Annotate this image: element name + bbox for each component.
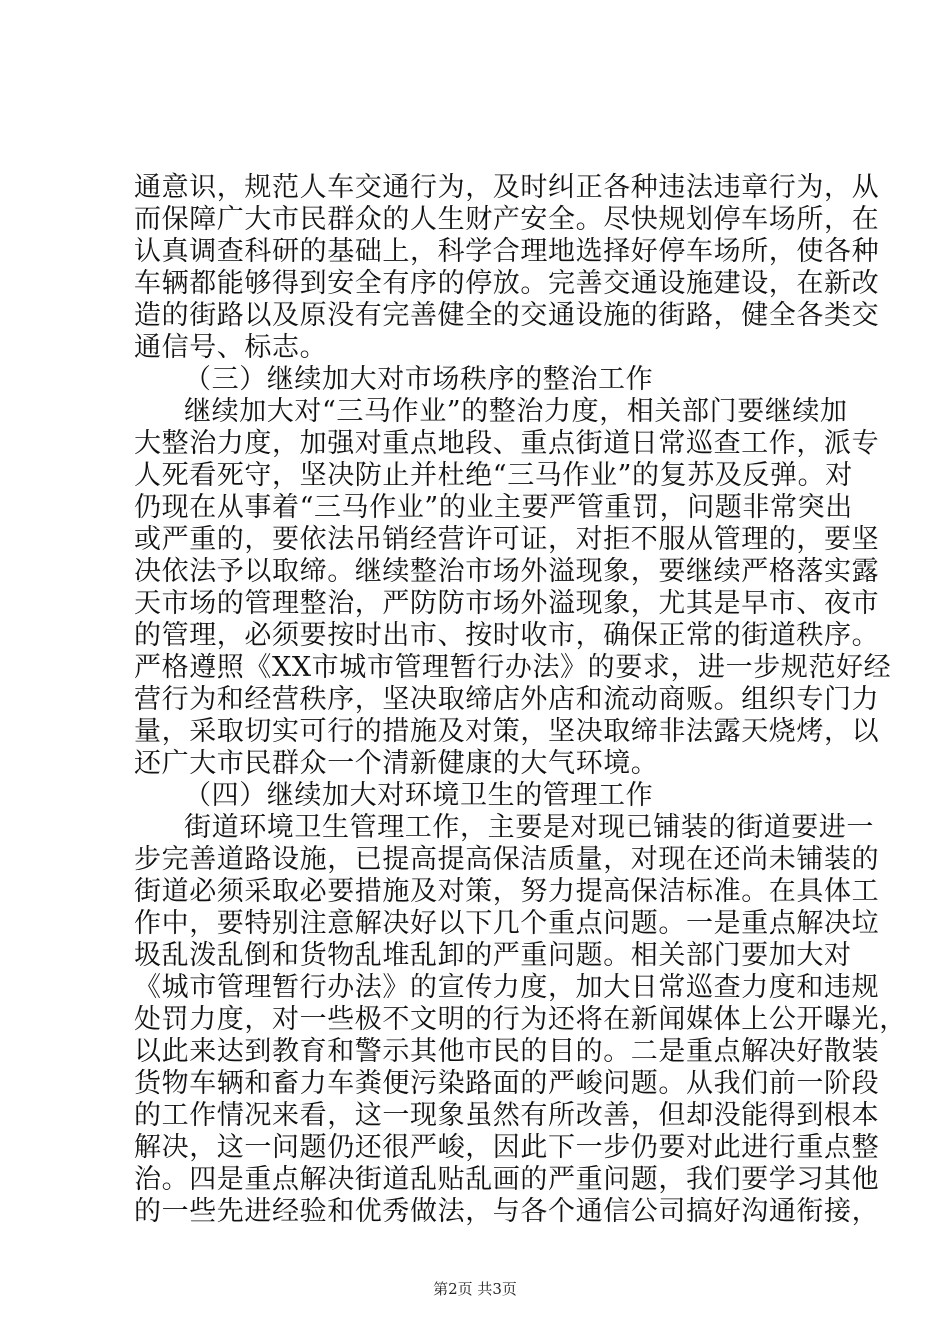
text-line: 通信号、标志。 (134, 332, 328, 363)
text-line: 决依法予以取缔。继续整治市场外溢现象，要继续严格落实露 (134, 556, 880, 587)
section-heading-4: （四）继续加大对环境卫生的管理工作 (184, 780, 654, 811)
text-line: 还广大市民群众一个清新健康的大气环境。 (134, 748, 659, 779)
text-line: 街道必须采取必要措施及对策，努力提高保洁标准。在具体工 (134, 876, 880, 907)
text-line: 或严重的，要依法吊销经营许可证，对拒不服从管理的，要坚 (134, 524, 880, 555)
text-line: 仍现在从事着“三马作业”的业主要严管重罚，问题非常突出 (134, 492, 853, 523)
text-line: 营行为和经营秩序，坚决取缔店外店和流动商贩。组织专门力 (134, 684, 880, 715)
text-line: 的工作情况来看，这一现象虽然有所改善，但却没能得到根本 (134, 1100, 880, 1131)
text-line: 圾乱泼乱倒和货物乱堆乱卸的严重问题。相关部门要加大对 (134, 940, 852, 971)
text-line: 继续加大对“三马作业”的整治力度，相关部门要继续加 (184, 396, 848, 427)
text-line: 解决，这一问题仍还很严峻，因此下一步仍要对此进行重点整 (134, 1132, 880, 1163)
text-line: 步完善道路设施，已提高提高保洁质量，对现在还尚未铺装的 (134, 844, 880, 875)
page-number-footer: 第2页 共3页 (433, 1280, 517, 1298)
text-line: 而保障广大市民群众的人生财产安全。尽快规划停车场所，在 (134, 204, 880, 235)
text-line: 严格遵照《XX市城市管理暂行办法》的要求，进一步规范好经 (134, 652, 892, 683)
text-line: 作中，要特别注意解决好以下几个重点问题。一是重点解决垃 (134, 908, 880, 939)
text-line: 《城市管理暂行办法》的宣传力度，加大日常巡查力度和违规 (134, 972, 880, 1003)
text-line: 认真调查科研的基础上，科学合理地选择好停车场所，使各种 (134, 236, 880, 267)
text-line: 量，采取切实可行的措施及对策，坚决取缔非法露天烧烤，以 (134, 716, 880, 747)
text-line: 天市场的管理整治，严防防市场外溢现象，尤其是早市、夜市 (134, 588, 880, 619)
text-line: 街道环境卫生管理工作，主要是对现已铺装的街道要进一 (184, 812, 874, 843)
document-body (134, 172, 907, 1228)
text-line: 治。四是重点解决街道乱贴乱画的严重问题，我们要学习其他 (134, 1164, 880, 1195)
text-line: 的一些先进经验和优秀做法，与各个通信公司搞好沟通衔接， (134, 1196, 880, 1227)
text-line: 造的街路以及原没有完善健全的交通设施的街路，健全各类交 (134, 300, 880, 331)
text-line: 处罚力度，对一些极不文明的行为还将在新闻媒体上公开曝光， (134, 1004, 907, 1035)
text-line: 货物车辆和畜力车粪便污染路面的严峻问题。从我们前一阶段 (134, 1068, 880, 1099)
text-line: 大整治力度，加强对重点地段、重点街道日常巡查工作，派专 (134, 428, 880, 459)
text-line: 人死看死守，坚决防止并杜绝“三马作业”的复苏及反弹。对 (134, 460, 853, 491)
text-line: 的管理，必须要按时出市、按时收市，确保正常的街道秩序。 (134, 620, 880, 651)
section-heading-3: （三）继续加大对市场秩序的整治工作 (184, 364, 654, 395)
text-line: 车辆都能够得到安全有序的停放。完善交通设施建设，在新改 (134, 268, 880, 299)
text-line: 通意识，规范人车交通行为，及时纠正各种违法违章行为，从 (134, 172, 880, 203)
text-line: 以此来达到教育和警示其他市民的目的。二是重点解决好散装 (134, 1036, 880, 1067)
